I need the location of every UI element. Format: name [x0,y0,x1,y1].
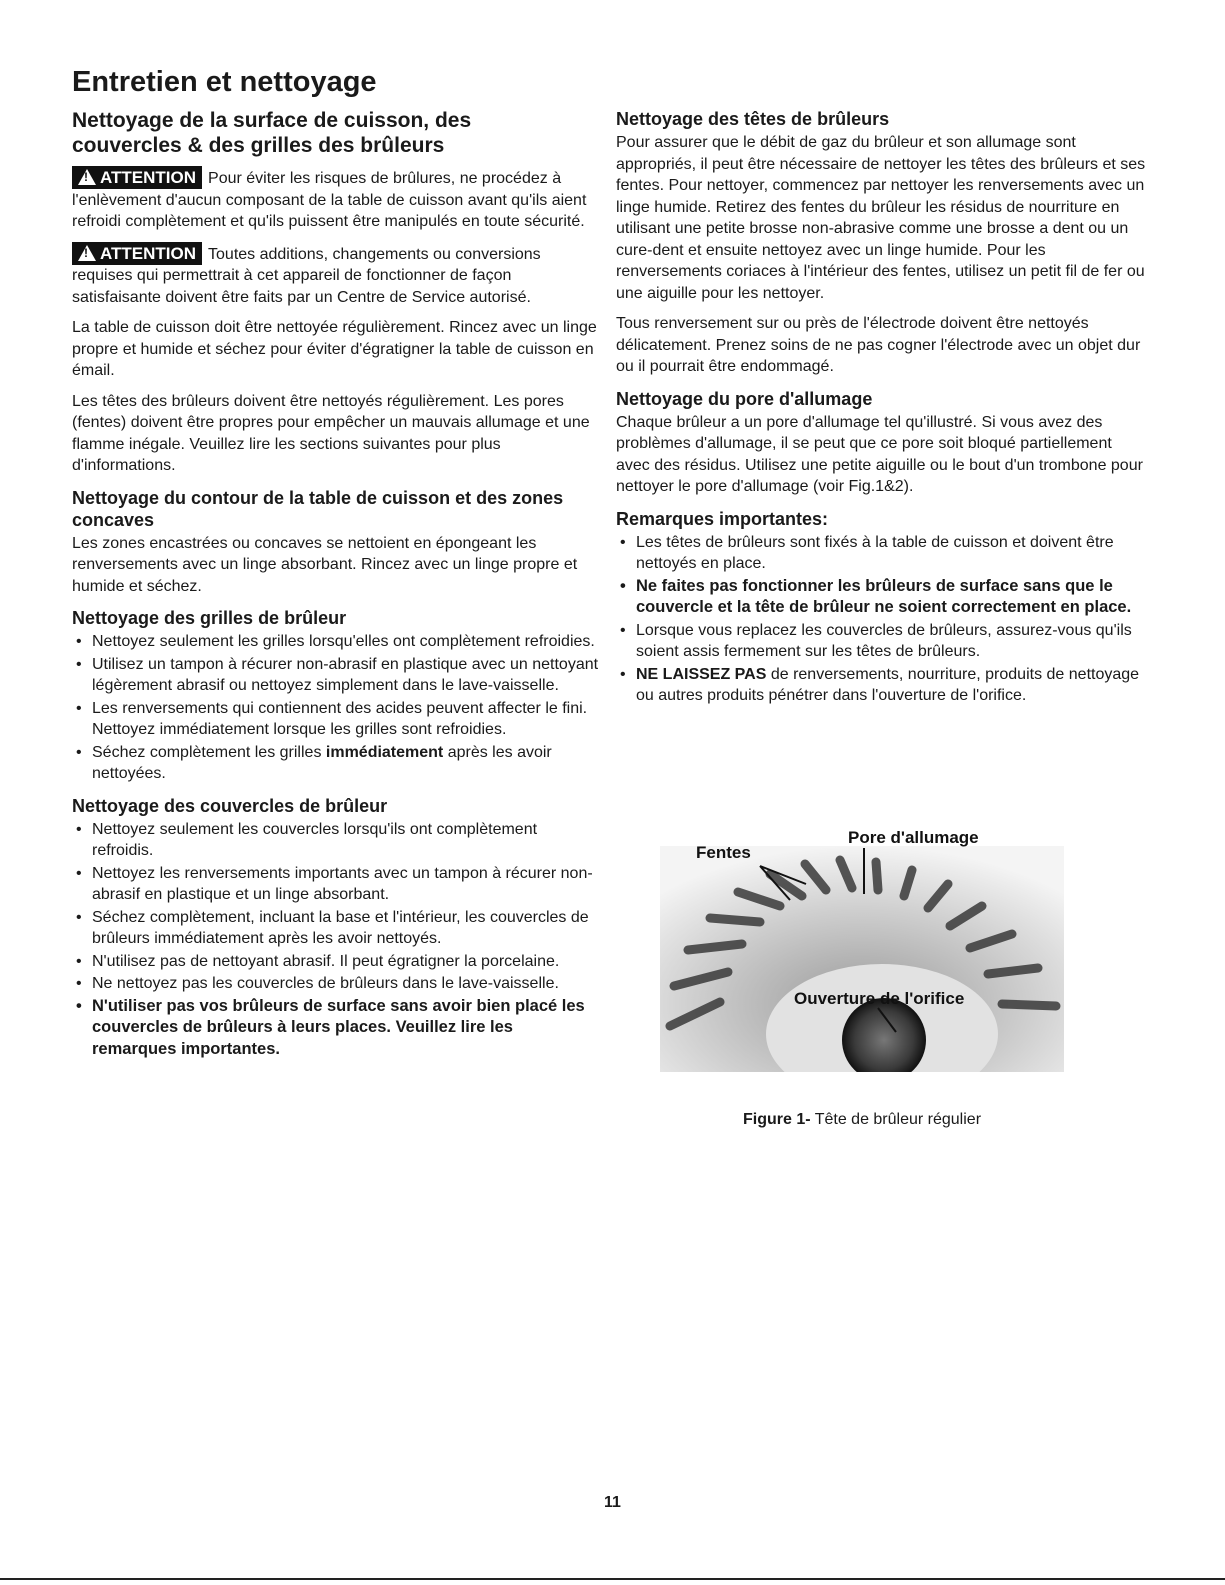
figure-caption [660,1111,1064,1129]
list-item: • N'utilisez pas de nettoyant abrasif. Il peut égratigner la porcelaine. [72,951,600,973]
section-heading [72,108,600,158]
section-surface-cleaning [72,108,600,477]
list-item: • Ne nettoyez pas les couvercles de brûleurs dans le lave-vaisselle. [72,973,600,995]
list-item: • Séchez complètement les grilles immédiatement après les avoir nettoyées. [72,742,600,785]
bottom-rule [0,1578,1225,1580]
warning-paragraph-1 [72,166,600,233]
warning-triangle-icon [78,169,96,185]
burner-head-illustration [660,826,1064,1072]
figure-caption-text: Tête de brûleur régulier [810,1111,982,1128]
section-contour-cleaning [72,487,600,598]
right-column [616,108,1146,717]
list-item-important: • N'utiliser pas vos brûleurs de surface sans avoir bien placé les couvercles de brûleurs à leurs places. Veuillez lire les remarques importantes. [72,996,600,1061]
warning-text-2: Toutes additions, changements ou conversions requises qui permettrait à cet appareil de fonctionner de façon satisfaisante doivent être faits par un Centre de Service autorisé. [72,245,541,306]
section-burner-head-cleaning [616,108,1146,378]
body-paragraph-2: Les têtes des brûleurs doivent être nettoyés régulièrement. Les pores (fentes) doivent être propres pour empêcher un mauvais allumage et une flamme inégale. Veuillez lire les sections suivantes pour plus d'informations. [72,392,590,474]
list-item: • Les têtes de brûleurs sont fixés à la table de cuisson et doivent être nettoyés en place. [616,532,1146,575]
section-heading: Nettoyage du contour de la table de cuisson et des zones concaves [72,487,564,530]
body-paragraph-1: La table de cuisson doit être nettoyée régulièrement. Rincez avec un linge propre et humide et séchez pour éviter d'égratigner la table de cuisson en émail. [72,319,597,379]
list-item: • NE LAISSEZ PAS de renversements, nourriture, produits de nettoyage ou autres produits pénétrer dans l'ouverture de l'orifice. [616,664,1146,707]
list-item: • Séchez complètement, incluant la base et l'intérieur, les couvercles de brûleurs immédiatement après les avoir nettoyés. [72,907,600,950]
list-item: • Nettoyez seulement les couvercles lorsqu'ils ont complètement refroidis. [72,819,600,862]
bullet-list [72,819,600,1061]
label-fentes: Fentes [696,843,751,862]
list-item: • Nettoyez les renversements importants avec un tampon à récurer non-abrasif en plastique et un linge absorbant. [72,863,600,906]
page-title: Entretien et nettoyage [72,66,377,98]
warning-text-1: Pour éviter les risques de brûlures, ne procédez à l'enlèvement d'aucun composant de la table de cuisson avant qu'ils aient refroidi complètement et qu'ils puissent être manipulés en toute sécurité. [72,170,587,230]
section-text: Chaque brûleur a un pore d'allumage tel qu'illustré. Si vous avez des problèmes d'allumage, il se peut que ce pore soit bloqué partiellement avec des résidus. Utilisez une petite aiguille ou le bout d'un trombone pour nettoyer le pore d'allumage (voir Fig.1&2). [616,413,1143,495]
section-heading: Nettoyage des grilles de brûleur [72,608,347,628]
section-heading: Remarques importantes: [616,508,829,529]
heading-line-1: Nettoyage de la surface de cuisson, des [72,109,472,132]
label-pore: Pore d'allumage [848,828,979,847]
attention-badge: !ATTENTION [72,242,202,265]
list-item: • Nettoyez seulement les grilles lorsqu'elles ont complètement refroidies. [72,631,600,653]
section-heading: Nettoyage du pore d'allumage [616,388,873,409]
list-item: • Utilisez un tampon à récurer non-abrasif en plastique avec un nettoyant légèrement abrasif ou nettoyez simplement dans le lave-vaisselle. [72,654,600,697]
bullet-list [72,631,600,785]
label-ouverture: Ouverture de l'orifice [794,989,965,1008]
section-important-notes [616,508,1146,707]
section-text: Les zones encastrées ou concaves se nettoient en épongeant les renversements avec un linge absorbant. Rincez avec un linge propre et humide et séchez. [72,534,578,595]
section-heading: Nettoyage des têtes de brûleurs [616,109,890,129]
heading-line-2: couvercles & des grilles des brûleurs [72,134,445,157]
section-heading: Nettoyage des couvercles de brûleur [72,795,388,816]
warning-paragraph-2 [72,242,600,309]
burner-head-figure [660,826,1064,1072]
list-item: • Lorsque vous replacez les couvercles de brûleurs, assurez-vous qu'ils soient assis fermement sur les têtes de brûleurs. [616,620,1146,663]
warning-triangle-icon [78,245,96,261]
section-cap-cleaning [72,795,600,1061]
left-column [72,108,600,1070]
section-grate-cleaning [72,607,600,785]
page-number: 11 [604,1494,621,1511]
bullet-list [616,532,1146,707]
body-paragraph-1: Pour assurer que le débit de gaz du brûleur et son allumage sont appropriés, il peut être nécessaire de nettoyer les têtes des brûleurs et ses fentes. Pour nettoyer, commencez par nettoyer les renversements avec un linge humide. Retirez des fentes du brûleur les résidus de nourriture en utilisant une petite brosse non-abrasive comme une brosse a dent ou un cure-dent et ensuite nettoyez avec un linge humide. Pour les renversements coriaces à l'intérieur des fentes, utilisez un petit fil de fer ou une aiguille pour les nettoyer. [616,134,1146,302]
body-paragraph-2: Tous renversement sur ou près de l'électrode doivent être nettoyés délicatement. Prenez soins de ne pas cogner l'électrode avec un objet dur ou il pourrait être endommagé. [616,315,1141,375]
section-ignition-port-cleaning [616,388,1146,498]
figure-label: Figure 1- [742,1111,811,1128]
list-item: • Les renversements qui contiennent des acides peuvent affecter le fini. Nettoyez immédiatement lorsque les grilles sont refroidies. [72,698,600,741]
attention-badge: !ATTENTION [72,166,202,189]
list-item-important: • Ne faites pas fonctionner les brûleurs de surface sans que le couvercle et la tête de brûleur ne soient correctement en place. [616,576,1146,619]
